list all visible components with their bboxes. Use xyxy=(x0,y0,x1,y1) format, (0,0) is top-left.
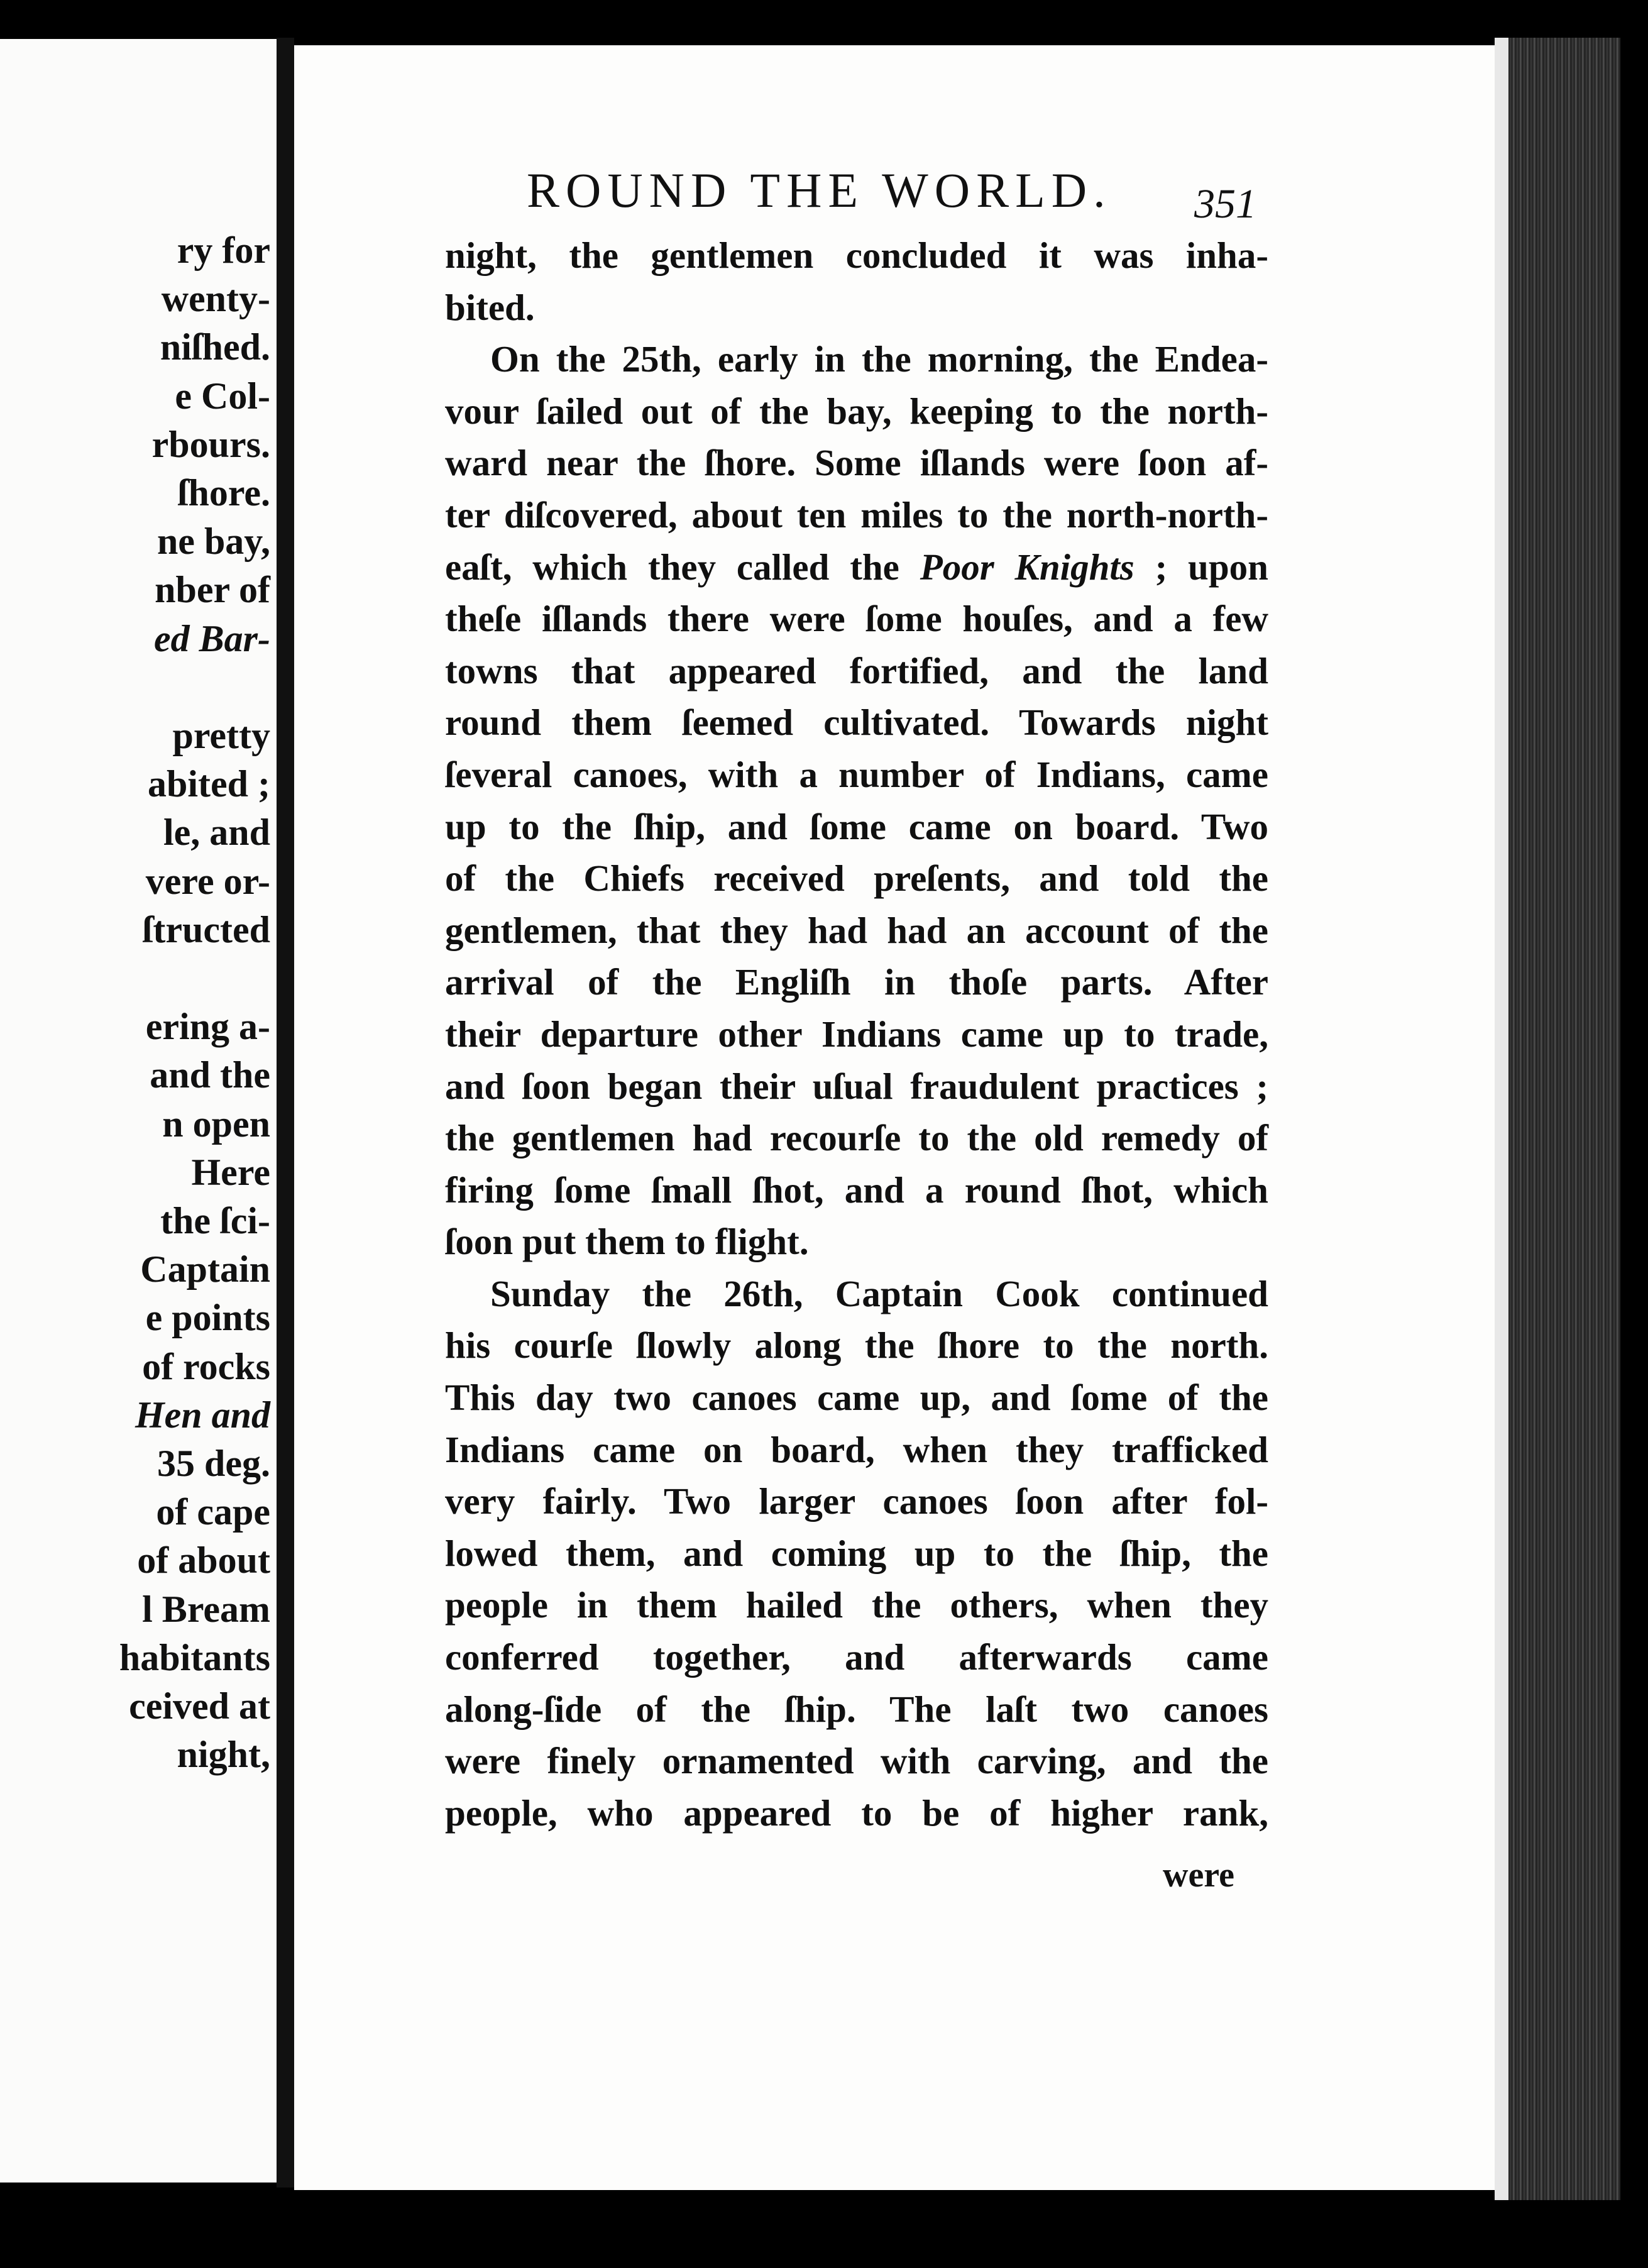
text-line: conferred together, and afterwards came xyxy=(445,1636,1268,1678)
left-page-line: e points xyxy=(145,1297,270,1339)
text-line: Sunday the 26th, Captain Cook continued xyxy=(490,1272,1268,1314)
left-page-line: and the xyxy=(150,1054,270,1096)
left-page-line: Hen and xyxy=(135,1394,270,1436)
left-page-line: of about xyxy=(137,1539,270,1582)
italic-ship-name: Poor Knights xyxy=(920,546,1134,588)
left-page-line: ſhore. xyxy=(177,472,270,514)
text-line: ſeveral canoes, with a number of Indians, came xyxy=(445,753,1268,795)
left-page-line: ering a- xyxy=(145,1006,270,1048)
text-line: arrival of the Engliſh in thoſe parts. After xyxy=(445,961,1268,1003)
left-page-line: 35 deg. xyxy=(157,1443,270,1484)
text-line: eaſt, which they called the Poor Knights ; upon xyxy=(445,546,1268,588)
left-page-line: abited ; xyxy=(148,763,270,805)
left-page-line: l Bream xyxy=(142,1588,270,1630)
left-page-line: wenty- xyxy=(161,278,270,320)
text-line: of the Chiefs received preſents, and told the xyxy=(445,857,1268,900)
catchword: were xyxy=(1163,1856,1234,1895)
text-line: their departure other Indians came up to trade, xyxy=(445,1013,1268,1055)
text-line: ter diſcovered, about ten miles to the north-north- xyxy=(445,493,1268,536)
left-page-line: Here xyxy=(191,1151,270,1193)
text-line: night, the gentlemen concluded it was inha- xyxy=(445,234,1268,276)
page-edge-highlight xyxy=(1495,38,1508,2200)
text-line: lowed them, and coming up to the ſhip, the xyxy=(445,1532,1268,1574)
text-line: ſoon put them to flight. xyxy=(445,1221,809,1263)
text-line: vour ſailed out of the bay, keeping to the north- xyxy=(445,390,1268,432)
left-page-line: ſtructed xyxy=(142,908,270,950)
left-page-line: ed Bar- xyxy=(154,617,270,659)
left-page-line: night, xyxy=(177,1734,270,1776)
left-page-line: vere or- xyxy=(145,860,270,902)
left-facing-page xyxy=(0,39,277,2183)
text-line: firing ſome ſmall ſhot, and a round ſhot, which xyxy=(445,1169,1268,1211)
text-line: This day two canoes came up, and ſome of the xyxy=(445,1377,1268,1419)
text-line: and ſoon began their uſual fraudulent practices ; xyxy=(445,1065,1268,1107)
text-line: up to the ſhip, and ſome came on board. Two xyxy=(445,805,1268,847)
left-page-line: Captain xyxy=(140,1248,270,1291)
text-line: ward near the ſhore. Some iſlands were ſoon af- xyxy=(445,442,1268,484)
running-header: ROUND THE WORLD. xyxy=(527,163,1112,217)
left-page-line: ne bay, xyxy=(157,520,270,563)
page-fore-edge xyxy=(1495,38,1620,2200)
text-line: people in them hailed the others, when they xyxy=(445,1584,1268,1626)
text-line: towns that appeared fortified, and the land xyxy=(445,649,1268,691)
left-page-line: ry for xyxy=(177,229,270,271)
text-line: the gentlemen had recourſe to the old remedy of xyxy=(445,1117,1268,1159)
left-page-line: e Col- xyxy=(175,375,270,417)
text-line: very fairly. Two larger canoes ſoon after fol- xyxy=(445,1480,1268,1522)
left-page-line: of cape xyxy=(156,1491,270,1533)
text-line: people, who appeared to be of higher rank, xyxy=(445,1792,1268,1834)
left-page-line: ceived at xyxy=(129,1685,270,1727)
text-line: were finely ornamented with carving, and the xyxy=(445,1740,1268,1782)
left-page-line: le, and xyxy=(163,812,270,854)
left-page-line: nber of xyxy=(155,569,270,611)
text-line: bited. xyxy=(445,286,535,328)
left-page-line: habitants xyxy=(119,1636,270,1678)
left-page-line: pretty xyxy=(172,715,270,756)
left-page-line: niſhed. xyxy=(160,326,270,368)
text-line: round them ſeemed cultivated. Towards night xyxy=(445,702,1268,744)
text-line: Indians came on board, when they trafficked xyxy=(445,1428,1268,1470)
book-gutter xyxy=(277,38,294,2188)
page-body-text xyxy=(445,229,1268,1839)
page-number: 351 xyxy=(1194,181,1256,227)
text-line: On the 25th, early in the morning, the Endea- xyxy=(490,338,1268,380)
text-line: his courſe ſlowly along the ſhore to the north. xyxy=(445,1324,1268,1367)
left-page-line: of rocks xyxy=(142,1345,270,1387)
text-line: along-ſide of the ſhip. The laſt two canoes xyxy=(445,1688,1268,1730)
text-line: gentlemen, that they had had an account of the xyxy=(445,909,1268,951)
left-page-line: the ſci- xyxy=(160,1200,270,1241)
left-page-line: rbours. xyxy=(151,423,270,465)
text-line: theſe iſlands there were ſome houſes, and a few xyxy=(445,598,1268,640)
left-page-line: n open xyxy=(162,1103,270,1145)
